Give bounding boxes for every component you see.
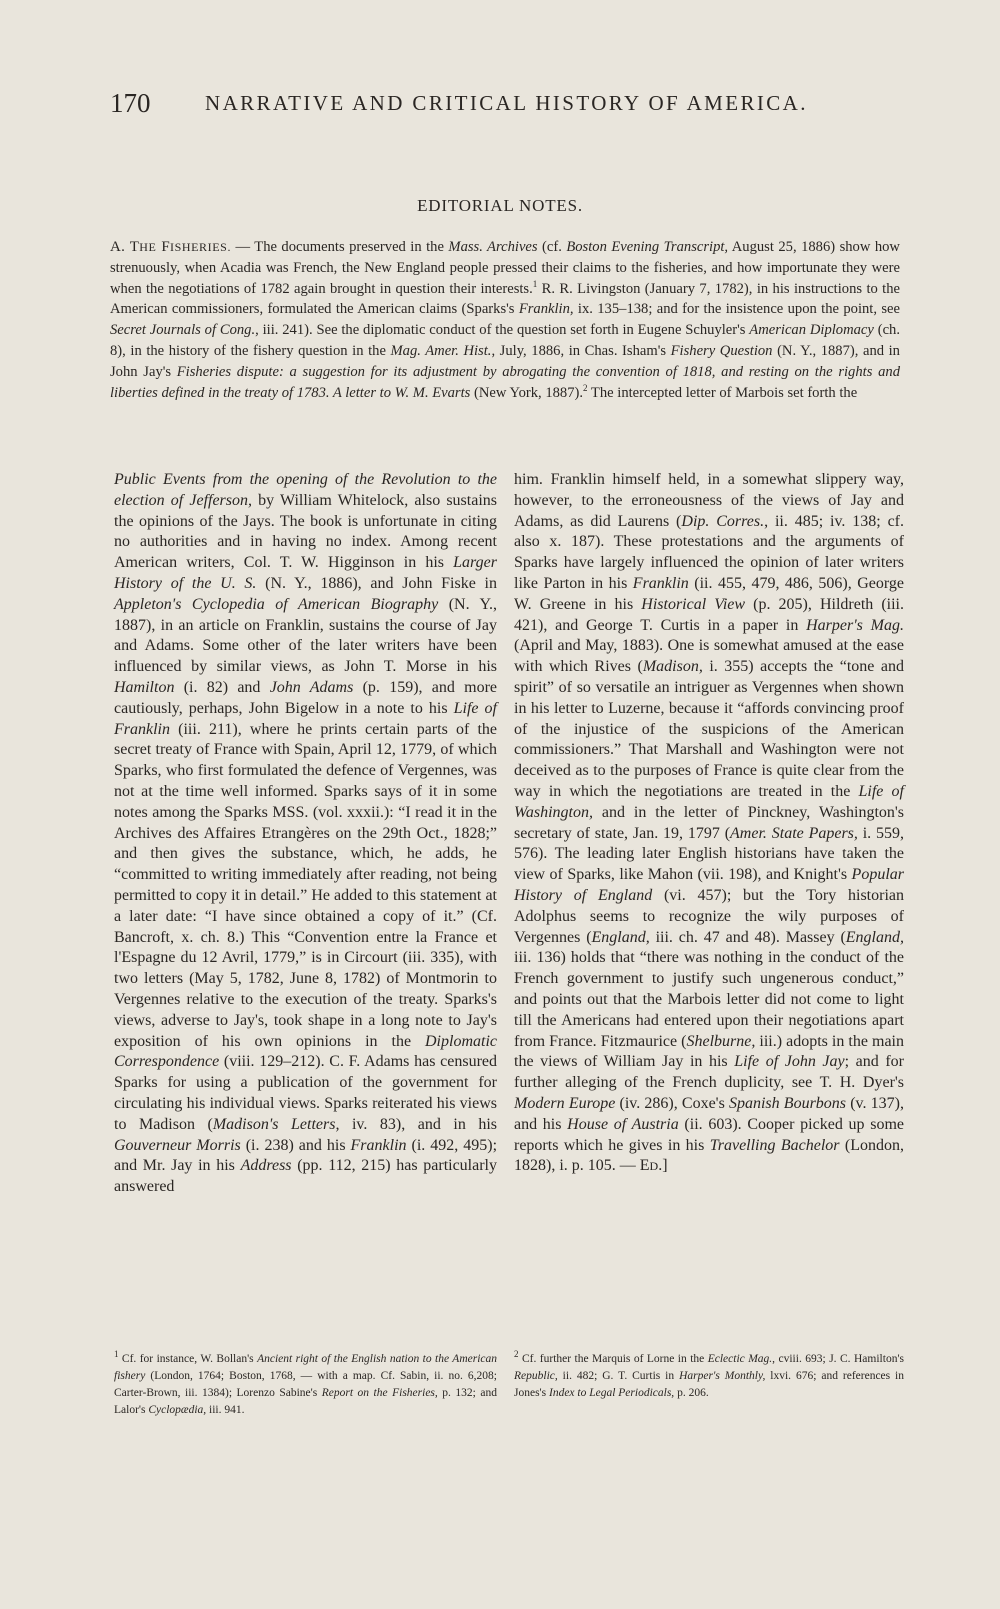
section-heading: EDITORIAL NOTES. (417, 196, 583, 215)
footnote-ref-1: 1 (532, 278, 538, 289)
right-column-text: him. Franklin himself held, in a somewhat slippery way, however, to the erroneousness of the views of Jay and Adams, as did Laurens (Dip. Corres., ii. 485; iv. 138; cf. also x. 187). These protestations and the arguments of Sparks have largely influenced the opinion of later writers like Parton in his Franklin (ii. 455, 479, 486, 506), George W. Greene in his Historical View (p. 205), Hildreth (iii. 421), and George T. Curtis in a paper in Harper's Mag. (April and May, 1883). One is somewhat amused at the ease with which Rives (Madison, i. 355) accepts the “tone and spirit” of so versatile an intriguer as Vergennes when shown in his letter to Luzerne, because it “affords convincing proof of the injustice of the suspicions of the American commissioners.” That Marshall and Washington were not deceived as to the purposes of France is quite clear from the way in which the negotiations are treated in the Life of Washington, and in the letter of Pinckney, Washington's secretary of state, Jan. 19, 1797 (Amer. State Papers, i. 559, 576). The leading later English historians have taken the view of Sparks, like Mahon (vii. 198), and Knight's Popular History of England (vi. 457); but the Tory historian Adolphus seems to recognize the wily purposes of Vergennes (England, iii. ch. 47 and 48). Massey (England, iii. 136) holds that “there was nothing in the conduct of the French government to justify such ungenerous conduct,” and points out that the Marbois letter did not come to light till the Americans had entered upon their negotiations apart from France. Fitzmaurice (Shelburne, iii.) adopts in the main the views of William Jay in his Life of John Jay; and for further alleging of the French duplicity, see T. H. Dyer's Modern Europe (iv. 286), Coxe's Spanish Bourbons (v. 137), and his House of Austria (ii. 603). Cooper picked up some reports which he gives in his Travelling Bachelor (London, 1828), i. p. 105. — ED.] (514, 471, 905, 1175)
footnote-2: $^2$ Cf. further the Marquis of Lorne in the Eclectic Mag., cviii. 693; J. C. Hamilton's Republic, ii. 482; G. T. Curtis in Harper's Monthly, lxvi. 676; and references in Jones's Index to Legal Periodicals, p. 206. (514, 1349, 905, 1399)
left-column-text: Public Events from the opening of the Revolution to the election of Jefferson, by William Whitelock, also sustains the opinions of the Jays. The book is unfortunate in citing no authorities and in having no index. Among recent American writers, Col. T. W. Higginson in his Larger History of the U. S. (N. Y., 1886), and John Fiske in Appleton's Cyclopedia of American Biography (N. Y., 1887), in an article on Franklin, sustains the course of Jay and Adams. Some other of the later writers have been influenced by similar views, as John T. Morse in his Hamilton (i. 82) and John Adams (p. 159), and more cautiously, perhaps, John Bigelow in a note to his Life of Franklin (iii. 211), where he prints certain parts of the secret treaty of France with Spain, April 12, 1779, of which Sparks, who first formulated the defence of Vergennes, was not at the time well informed. Sparks says of it in some notes among the Sparks MSS. (vol. xxxii.): “I read it in the Archives des Affaires Etrangères on the 29th Oct., 1828;” and then gives the substance, which, he adds, he “committed to writing immediately after reading, not being permitted to copy it in detail.” He added to this statement at a later date: “I have since obtained a copy of it.” (Cf. Bancroft, x. ch. 8.) This “Convention entre la France et l'Espagne du 12 Avril, 1779,” is in Circourt (iii. 335), with two letters (May 5, 1782, June 8, 1782) of Montmorin to Vergennes relative to the execution of the treaty. Sparks's views, adverse to Jay's, took shape in a long note to Jay's exposition of his own opinions in the Diplomatic Correspondence (viii. 129–212). C. F. Adams has censured Sparks for using a publication of the government for circulating his individual views. Sparks reiterated his views to Madison (Madison's Letters, iv. 83), and in his Gouverneur Morris (i. 238) and his Franklin (i. 492, 495); and Mr. Jay in his Address (pp. 112, 215) has particularly answered (114, 471, 498, 1196)
section-label: A. THE FISHERIES. (110, 239, 232, 255)
footnote-1: $^1$ Cf. for instance, W. Bollan's Ancient right of the English nation to the American fishery (London, 1764; Boston, 1768, — with a map. Cf. Sabin, ii. no. 6,208; Carter-Brown, iii. 1384); Lorenzo Sabine's Report on the Fisheries, p. 132; and Lalor's Cyclopædia, iii. 941. (114, 1349, 497, 1416)
page-number: 170 (110, 88, 151, 118)
footnote-ref-2: 2 (583, 382, 588, 393)
intro-paragraph: A. THE FISHERIES. — The documents preserved in the Mass. Archives (cf. Boston Evening Transcript, August 25, 1886) show how strenuously, when Acadia was French, the New England people pressed their claims to the fisheries, and how importunate they were when the negotiations of 1782 again brought in question their interests.$^1$ R. R. Livingston (January 7, 1782), in his instructions to the American commissioners, formulated the American claims (Sparks's Franklin, ix. 135–138; and for the insistence upon the point, see Secret Journals of Cong., iii. 241). See the diplomatic conduct of the question set forth in Eugene Schuyler's American Diplomacy (ch. 8), in the history of the fishery question in the Mag. Amer. Hist., July, 1886, in Chas. Isham's Fishery Question (N. Y., 1887), and in John Jay's Fisheries dispute: a suggestion for its adjustment by abrogating the convention of 1818, and resting on the rights and liberties defined in the treaty of 1783. A letter to W. M. Evarts (New York, 1887).$^2$ The intercepted letter of Marbois set forth the (110, 239, 901, 401)
running-head (110, 88, 900, 128)
running-title: NARRATIVE AND CRITICAL HISTORY OF AMERICA. (205, 91, 808, 115)
